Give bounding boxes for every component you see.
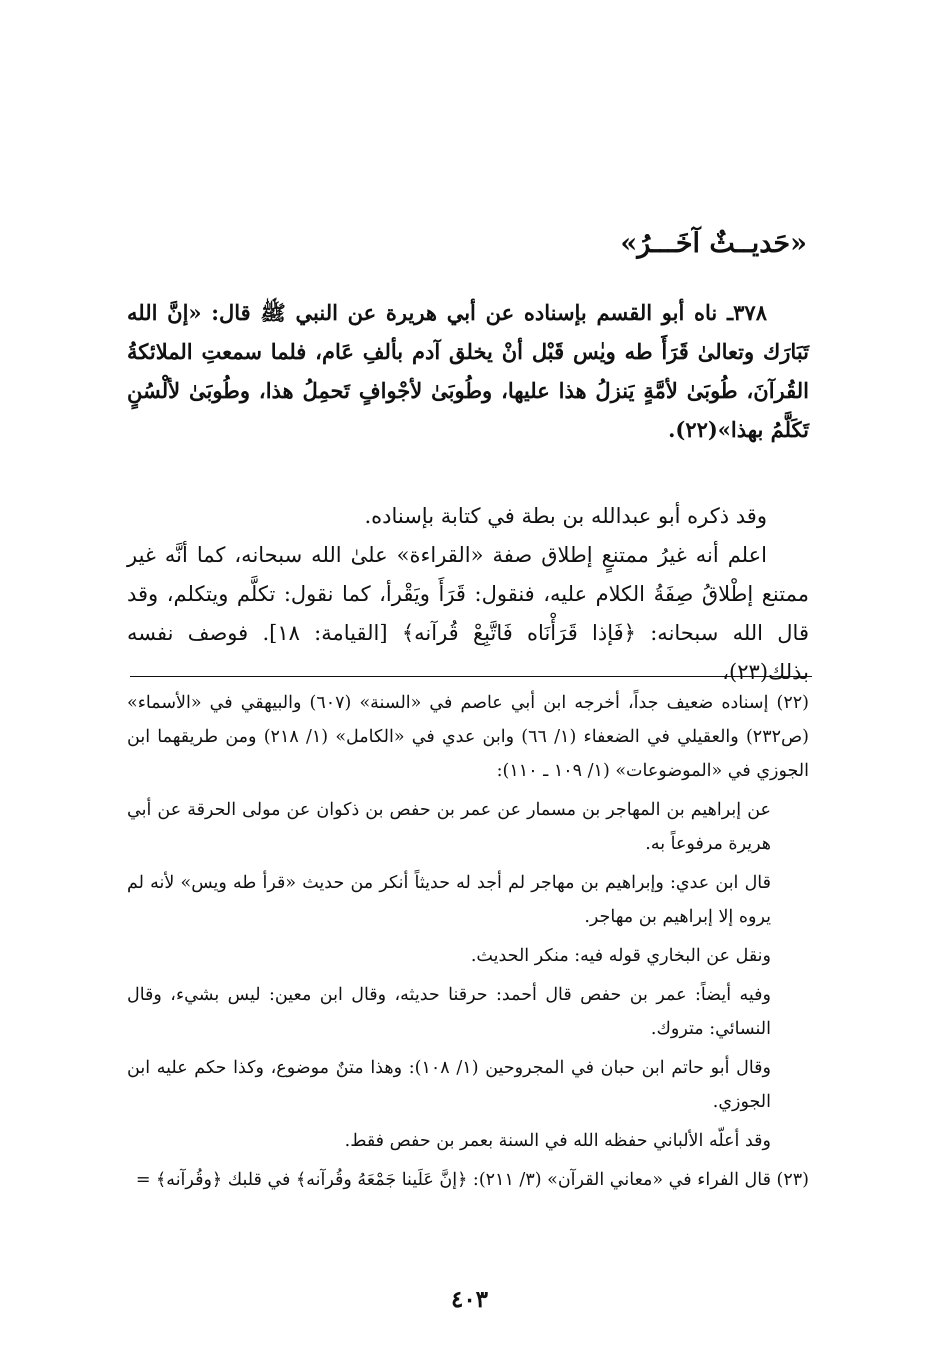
footnote-22-ibn-hibban: وقال أبو حاتم ابن حبان في المجروحين (١/ ١٠٨): وهذا متنٌ موضوع، وكذا حكم عليه ابن الجوزي.: [127, 1058, 771, 1112]
section-heading: «حَديــثٌ آخَـــرُ»: [620, 228, 807, 259]
footnote-22-ibn-adi: قال ابن عدي: وإبراهيم بن مهاجر لم أجد له حديثاً أنكر من حديث «قرأ طه ويس» لأنه لم يروه إلا إبراهيم بن مهاجر.: [127, 873, 771, 927]
commentary-paragraph-2: اعلم أنه غيرُ ممتنعٍ إطلاق صفة «القراءة» علىٰ الله سبحانه، كما أنَّه غير ممتنع إطْلاقُ صِفَةُ الكلام عليه، فنقول: قَرَأَ ويَقْرأ، كما نقول: تكلَّم ويتكلم، وقد قال الله سبحانه: ﴿فَإذا قَرَأْنَاه فَاتَّبِعْ قُرآنه﴾ [القيامة: ١٨]. فوصف نفسه بذلك(٢٣)،: [127, 543, 809, 684]
footnote-separator: [130, 676, 812, 677]
footnote-22: (٢٢) إسناده ضعيف جداً، أخرجه ابن أبي عاصم في «السنة» (٦٠٧) والبيهقي في «الأسماء» (ص٢٣٢) والعقيلي في الضعفاء (١/ ٦٦) وابن عدي في «الكامل» (١/ ٢١٨) ومن طريقهما ابن الجوزي في «الموضوعات» (١/ ١٠٩ ـ ١١٠):: [127, 693, 809, 781]
commentary: [127, 497, 809, 692]
footnotes: [127, 686, 809, 1202]
footnote-22-chain: عن إبراهيم بن المهاجر بن مسمار عن عمر بن حفص بن ذكوان عن مولى الحرقة عن أبي هريرة مرفوعاً به.: [127, 800, 771, 854]
footnote-22-umar: وفيه أيضاً: عمر بن حفص قال أحمد: حرقنا حديثه، وقال ابن معين: ليس بشيء، وقال النسائي: متروك.: [127, 985, 771, 1039]
footnote-22-bukhari: ونقل عن البخاري قوله فيه: منكر الحديث.: [470, 946, 771, 966]
hadith-paragraph: [127, 293, 809, 449]
hadith-text: ٣٧٨ـ ناه أبو القسم بإسناده عن أبي هريرة عن النبي ﷺ قال: «إنَّ الله تَبَارَك وتعالىٰ قَرَأَ طه ويٰس قَبْل أنْ يخلق آدم بألفِ عَام، فلما سمعتِ الملائكةُ القُرآنَ، طُوبَىٰ لأمَّةٍ يَنزلُ هذا عليها، وطُوبَىٰ لأجْوافٍ تَحمِلُ هذا، وطُوبَىٰ لألْسُنٍ تَكَلَّمُ بهذا»(٢٢).: [127, 300, 809, 442]
page-number: ٤٠٣: [450, 1286, 489, 1313]
commentary-paragraph-1: وقد ذكره أبو عبدالله بن بطة في كتابة بإسناده.: [364, 504, 767, 528]
footnote-22-albani: وقد أعلّه الألباني حفظه الله في السنة بعمر بن حفص فقط.: [344, 1131, 771, 1151]
footnote-23: (٢٣) قال الفراء في «معاني القرآن» (٣/ ٢١١): ﴿إنَّ عَلَينا جَمْعَهُ وقُرآنه﴾ في قلبك ﴿وقُرآنه﴾ =: [135, 1170, 809, 1190]
